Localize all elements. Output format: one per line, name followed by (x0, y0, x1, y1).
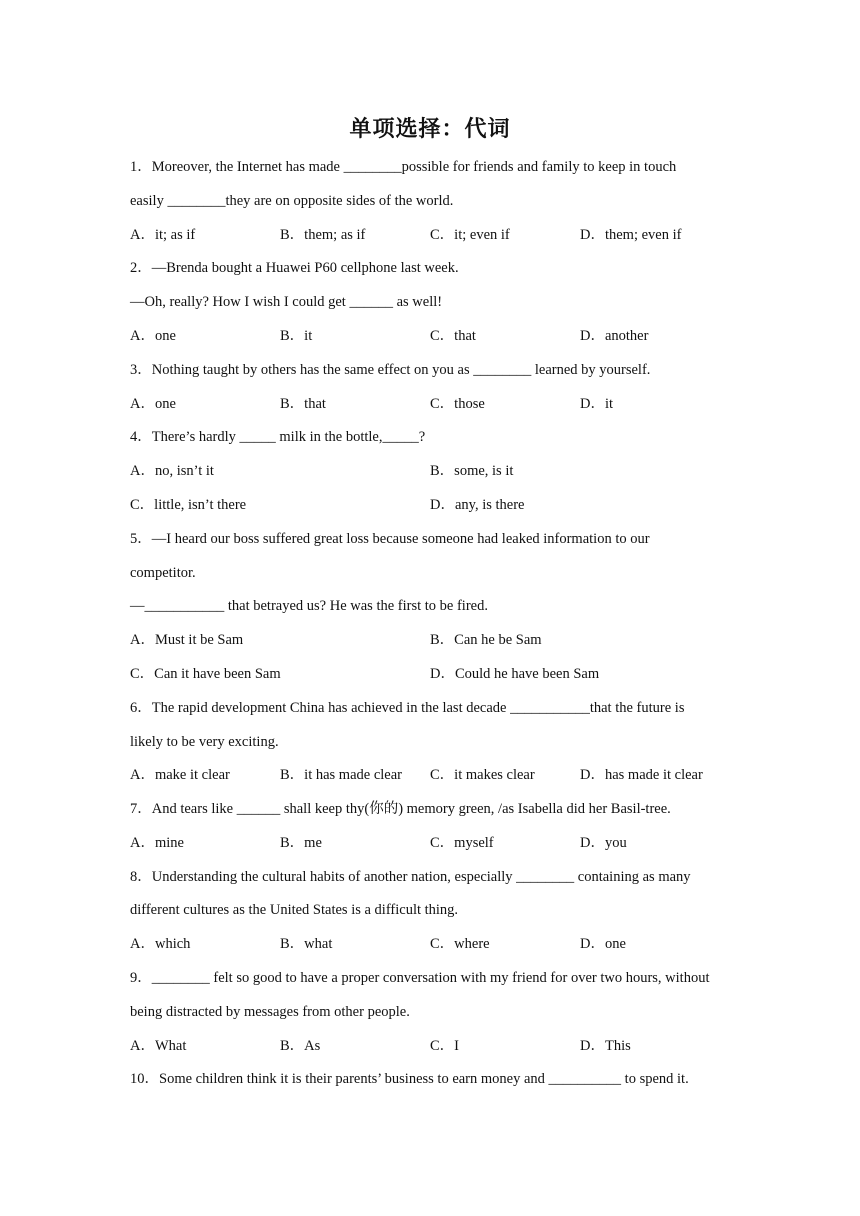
question-7-option-c: C．myself (430, 835, 494, 851)
question-7-option-b: B．me (280, 835, 322, 851)
question-2-option-b: B．it (280, 328, 313, 344)
question-4-option-a: A．no, isn’t it (130, 463, 214, 479)
question-9-option-b: B．As (280, 1038, 321, 1054)
question-5-option-c: C．Can it have been Sam (130, 666, 281, 682)
question-8-option-d: D．one (580, 936, 626, 952)
question-8-option-a: A．which (130, 936, 191, 952)
question-1-option-c: C．it; even if (430, 227, 510, 243)
question-9-line-1: 9．________ felt so good to have a proper conversation with my friend for over two hours, without (130, 970, 710, 986)
question-5-line-2: competitor. (130, 565, 196, 581)
question-8-line-2: different cultures as the United States is a difficult thing. (130, 902, 459, 918)
question-8-option-c: C．where (430, 936, 490, 952)
question-6-option-a: A．make it clear (130, 767, 230, 783)
question-7-option-a: A．mine (130, 835, 184, 851)
question-2-line-2: —Oh, really? How I wish I could get ______ as well! (130, 294, 443, 310)
question-1-option-b: B．them; as if (280, 227, 366, 243)
question-4-option-b: B．some, is it (430, 463, 514, 479)
question-5-option-a: A．Must it be Sam (130, 632, 244, 648)
question-5-option-d: D．Could he have been Sam (430, 666, 600, 682)
question-1-option-d: D．them; even if (580, 227, 682, 243)
question-4-option-c: C．little, isn’t there (130, 497, 247, 513)
question-6-line-1: 6．The rapid development China has achieved in the last decade ___________that the future is (130, 700, 685, 716)
question-7-option-d: D．you (580, 835, 627, 851)
question-1-option-a: A．it; as if (130, 227, 196, 243)
question-7-line-1: 7．And tears like ______ shall keep thy(你的) memory green, /as Isabella did her Basil-tree. (130, 801, 671, 817)
question-10-line-1: 10．Some children think it is their parents’ business to earn money and __________ to spend it. (130, 1071, 689, 1087)
question-3-line-1: 3．Nothing taught by others has the same effect on you as ________ learned by yourself. (130, 362, 651, 378)
question-2-option-c: C．that (430, 328, 476, 344)
question-4-line-1: 4．There’s hardly _____ milk in the bottle,_____? (130, 429, 426, 445)
question-9-option-c: C．I (430, 1038, 459, 1054)
question-4-option-d: D．any, is there (430, 497, 525, 513)
question-6-option-c: C．it makes clear (430, 767, 535, 783)
page-title: 单项选择：代词 (349, 117, 511, 142)
question-5-line-1: 5．—I heard our boss suffered great loss because someone had leaked information to our (130, 531, 650, 547)
question-2-line-1: 2．—Brenda bought a Huawei P60 cellphone last week. (130, 260, 459, 276)
question-8-option-b: B．what (280, 936, 333, 952)
question-6-line-2: likely to be very exciting. (130, 734, 279, 750)
question-2-option-a: A．one (130, 328, 176, 344)
question-9-option-a: A．What (130, 1038, 187, 1054)
question-9-line-2: being distracted by messages from other people. (130, 1004, 410, 1020)
question-1-line-1: 1．Moreover, the Internet has made ________possible for friends and family to keep in touch (130, 159, 677, 175)
question-3-option-b: B．that (280, 396, 326, 412)
question-6-option-b: B．it has made clear (280, 767, 402, 783)
question-6-option-d: D．has made it clear (580, 767, 703, 783)
question-3-option-d: D．it (580, 396, 614, 412)
question-9-option-d: D．This (580, 1038, 631, 1054)
question-1-line-2: easily ________they are on opposite sides of the world. (130, 193, 454, 209)
question-5-line-3: —___________ that betrayed us? He was the first to be fired. (130, 598, 488, 614)
question-5-option-b: B．Can he be Sam (430, 632, 542, 648)
question-8-line-1: 8．Understanding the cultural habits of another nation, especially ________ containing as many (130, 869, 691, 885)
question-3-option-a: A．one (130, 396, 176, 412)
question-3-option-c: C．those (430, 396, 485, 412)
question-2-option-d: D．another (580, 328, 649, 344)
